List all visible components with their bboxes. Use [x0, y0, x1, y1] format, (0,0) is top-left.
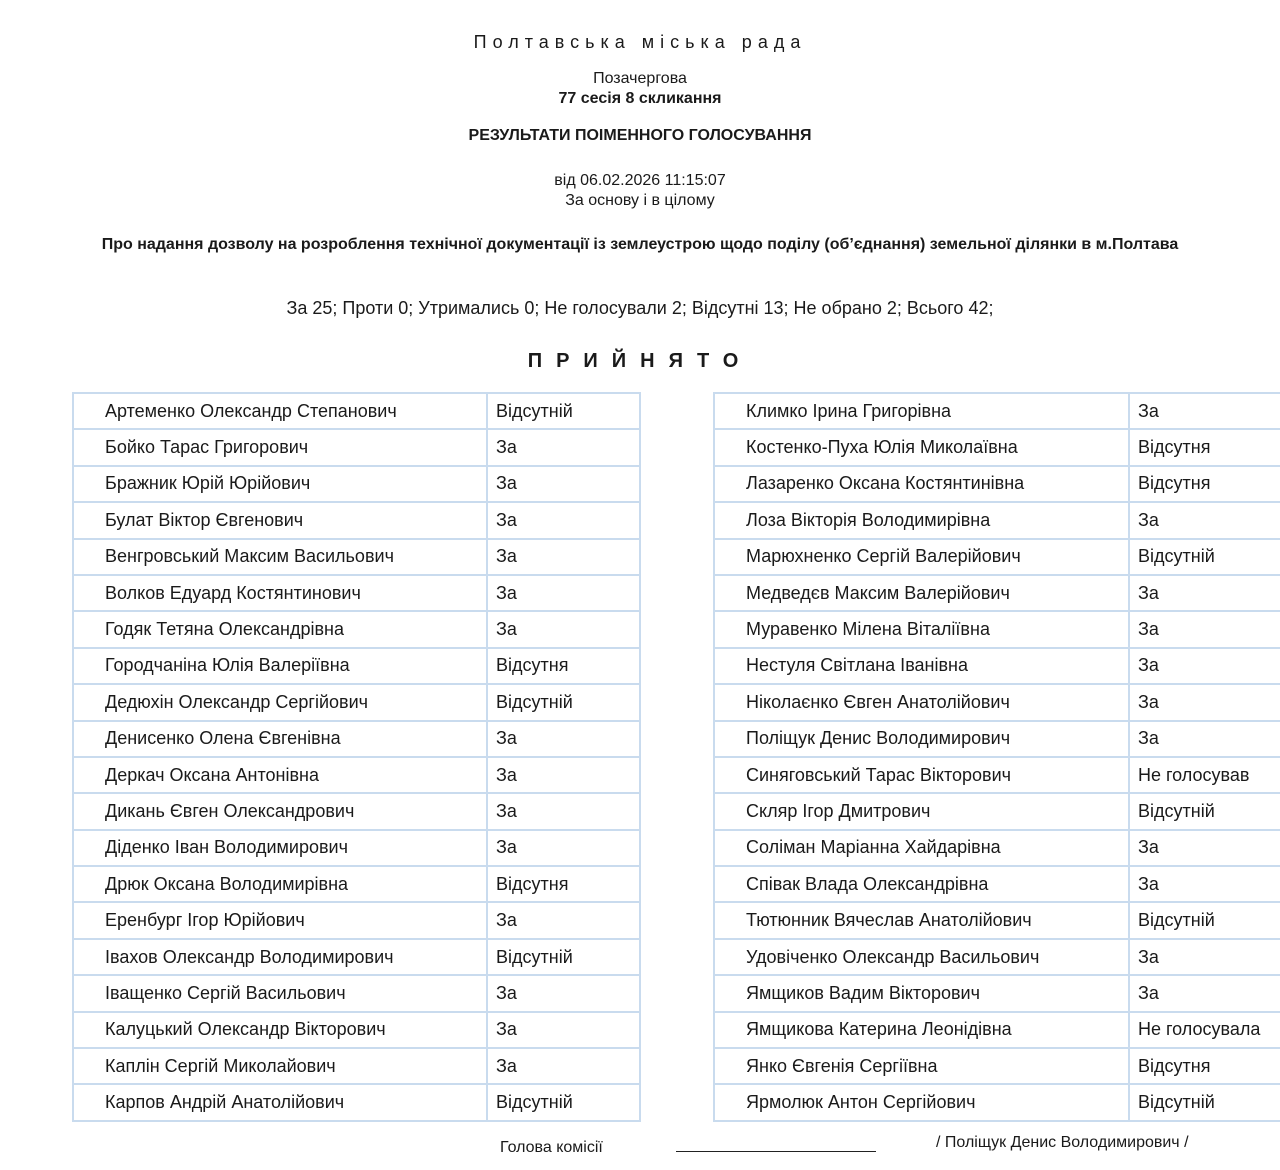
- vote-status: За: [487, 466, 640, 502]
- table-row: [714, 502, 1280, 538]
- table-row: [714, 975, 1280, 1011]
- table-row: [714, 539, 1280, 575]
- vote-status: За: [487, 757, 640, 793]
- table-row: [73, 466, 640, 502]
- deputy-name: Деркач Оксана Антонівна: [73, 757, 487, 793]
- table-row: [714, 939, 1280, 975]
- deputy-name: Соліман Маріанна Хайдарівна: [714, 830, 1129, 866]
- vote-status: За: [1129, 502, 1280, 538]
- vote-status: Відсутній: [1129, 902, 1280, 938]
- table-row: [73, 611, 640, 647]
- vote-status: За: [487, 502, 640, 538]
- deputy-name: Карпов Андрій Анатолійович: [73, 1084, 487, 1120]
- vote-status: За: [487, 539, 640, 575]
- deputy-name: Венгровський Максим Васильович: [73, 539, 487, 575]
- table-row: [714, 1048, 1280, 1084]
- decision-status: ПРИЙНЯТО: [527, 350, 753, 372]
- left-vote-table-body: [73, 393, 640, 1121]
- deputy-name: Тютюнник Вячеслав Анатолійович: [714, 902, 1129, 938]
- deputy-name: Ямщикова Катерина Леонідівна: [714, 1012, 1129, 1048]
- deputy-name: Удовіченко Олександр Васильович: [714, 939, 1129, 975]
- deputy-name: Костенко-Пуха Юлія Миколаївна: [714, 429, 1129, 465]
- vote-status: Відсутній: [1129, 793, 1280, 829]
- vote-status: Відсутня: [487, 648, 640, 684]
- table-row: [714, 830, 1280, 866]
- table-row: [714, 466, 1280, 502]
- vote-status: За: [1129, 975, 1280, 1011]
- deputy-name: Лазаренко Оксана Костянтинівна: [714, 466, 1129, 502]
- vote-kind: За основу і в цілому: [565, 192, 715, 209]
- deputy-name: Волков Едуард Костянтинович: [73, 575, 487, 611]
- deputy-name: Бойко Тарас Григорович: [73, 429, 487, 465]
- deputy-name: Івахов Олександр Володимирович: [73, 939, 487, 975]
- table-row: [73, 939, 640, 975]
- vote-status: За: [1129, 830, 1280, 866]
- table-row: [714, 721, 1280, 757]
- deputy-name: Муравенко Мілена Віталіївна: [714, 611, 1129, 647]
- table-row: [714, 393, 1280, 429]
- table-row: [73, 793, 640, 829]
- table-row: [714, 757, 1280, 793]
- session-type: Позачергова: [593, 70, 687, 87]
- deputy-name: Ніколаєнко Євген Анатолійович: [714, 684, 1129, 720]
- table-row: [73, 1048, 640, 1084]
- deputy-name: Скляр Ігор Дмитрович: [714, 793, 1129, 829]
- vote-status: За: [487, 575, 640, 611]
- table-row: [73, 539, 640, 575]
- table-row: [714, 429, 1280, 465]
- deputy-name: Іващенко Сергій Васильович: [73, 975, 487, 1011]
- deputy-name: Еренбург Ігор Юрійович: [73, 902, 487, 938]
- deputy-name: Дрюк Оксана Володимирівна: [73, 866, 487, 902]
- table-row: [714, 648, 1280, 684]
- vote-status: За: [1129, 393, 1280, 429]
- vote-status: Відсутній: [487, 393, 640, 429]
- vote-status: Відсутній: [487, 939, 640, 975]
- deputy-name: Янко Євгенія Сергіївна: [714, 1048, 1129, 1084]
- table-row: [73, 721, 640, 757]
- vote-status: Не голосував: [1129, 757, 1280, 793]
- vote-status: За: [487, 975, 640, 1011]
- table-row: [73, 393, 640, 429]
- table-row: [73, 975, 640, 1011]
- vote-status: Не голосувала: [1129, 1012, 1280, 1048]
- deputy-name: Климко Ірина Григорівна: [714, 393, 1129, 429]
- vote-status: За: [1129, 721, 1280, 757]
- vote-status: За: [487, 793, 640, 829]
- table-row: [714, 902, 1280, 938]
- deputy-name: Годяк Тетяна Олександрівна: [73, 611, 487, 647]
- vote-status: Відсутня: [1129, 1048, 1280, 1084]
- table-row: [73, 648, 640, 684]
- table-row: [73, 1084, 640, 1120]
- deputy-name: Синяговський Тарас Вікторович: [714, 757, 1129, 793]
- table-row: [73, 429, 640, 465]
- vote-status: За: [487, 830, 640, 866]
- vote-status: За: [1129, 575, 1280, 611]
- vote-status: Відсутній: [1129, 1084, 1280, 1120]
- vote-status: За: [1129, 939, 1280, 975]
- vote-status: За: [487, 1012, 640, 1048]
- right-vote-table-body: [714, 393, 1280, 1121]
- results-title: РЕЗУЛЬТАТИ ПОІМЕННОГО ГОЛОСУВАННЯ: [468, 127, 812, 144]
- vote-status: За: [487, 429, 640, 465]
- signature-name: / Поліщук Денис Володимирович /: [936, 1134, 1189, 1151]
- table-row: [714, 1012, 1280, 1048]
- deputy-name: Артеменко Олександр Степанович: [73, 393, 487, 429]
- vote-status: За: [487, 1048, 640, 1084]
- table-row: [73, 866, 640, 902]
- deputy-name: Калуцький Олександр Вікторович: [73, 1012, 487, 1048]
- deputy-name: Каплін Сергій Миколайович: [73, 1048, 487, 1084]
- deputy-name: Ямщиков Вадим Вікторович: [714, 975, 1129, 1011]
- session-name: 77 сесія 8 скликання: [558, 90, 722, 107]
- deputy-name: Співак Влада Олександрівна: [714, 866, 1129, 902]
- table-row: [73, 502, 640, 538]
- council-name: Полтавська міська рада: [473, 32, 807, 52]
- left-vote-table: [72, 392, 641, 1122]
- vote-status: Відсутня: [1129, 429, 1280, 465]
- deputy-name: Булат Віктор Євгенович: [73, 502, 487, 538]
- vote-status: За: [1129, 866, 1280, 902]
- deputy-name: Дедюхін Олександр Сергійович: [73, 684, 487, 720]
- vote-summary: За 25; Проти 0; Утримались 0; Не голосували 2; Відсутні 13; Не обрано 2; Всього 42;: [286, 298, 994, 318]
- deputy-name: Діденко Іван Володимирович: [73, 830, 487, 866]
- deputy-name: Нестуля Світлана Іванівна: [714, 648, 1129, 684]
- deputy-name: Денисенко Олена Євгенівна: [73, 721, 487, 757]
- table-row: [73, 757, 640, 793]
- deputy-name: Городчаніна Юлія Валеріївна: [73, 648, 487, 684]
- table-row: [73, 902, 640, 938]
- table-row: [73, 830, 640, 866]
- deputy-name: Лоза Вікторія Володимирівна: [714, 502, 1129, 538]
- vote-status: Відсутній: [487, 684, 640, 720]
- table-row: [714, 866, 1280, 902]
- vote-status: Відсутній: [1129, 539, 1280, 575]
- deputy-name: Марюхненко Сергій Валерійович: [714, 539, 1129, 575]
- deputy-name: Бражник Юрій Юрійович: [73, 466, 487, 502]
- signature-line: [676, 1151, 876, 1152]
- vote-status: За: [1129, 648, 1280, 684]
- table-row: [714, 793, 1280, 829]
- right-vote-table: [713, 392, 1280, 1122]
- table-row: [714, 575, 1280, 611]
- table-row: [714, 611, 1280, 647]
- vote-status: За: [487, 611, 640, 647]
- deputy-name: Дикань Євген Олександрович: [73, 793, 487, 829]
- vote-subject: Про надання дозволу на розроблення технічної документації із землеустрою щодо поділу (об’єднання) земельної ділянки в м.Полтава: [101, 236, 1179, 253]
- deputy-name: Поліщук Денис Володимирович: [714, 721, 1129, 757]
- vote-status: За: [487, 721, 640, 757]
- vote-status: За: [1129, 611, 1280, 647]
- vote-status: За: [487, 902, 640, 938]
- table-row: [73, 575, 640, 611]
- vote-status: Відсутня: [487, 866, 640, 902]
- deputy-name: Ярмолюк Антон Сергійович: [714, 1084, 1129, 1120]
- vote-status: Відсутній: [487, 1084, 640, 1120]
- signature-label: Голова комісії: [500, 1139, 603, 1156]
- table-row: [73, 684, 640, 720]
- vote-date: від 06.02.2026 11:15:07: [554, 172, 726, 189]
- vote-status: За: [1129, 684, 1280, 720]
- vote-status: Відсутня: [1129, 466, 1280, 502]
- deputy-name: Медведєв Максим Валерійович: [714, 575, 1129, 611]
- table-row: [73, 1012, 640, 1048]
- table-row: [714, 1084, 1280, 1120]
- table-row: [714, 684, 1280, 720]
